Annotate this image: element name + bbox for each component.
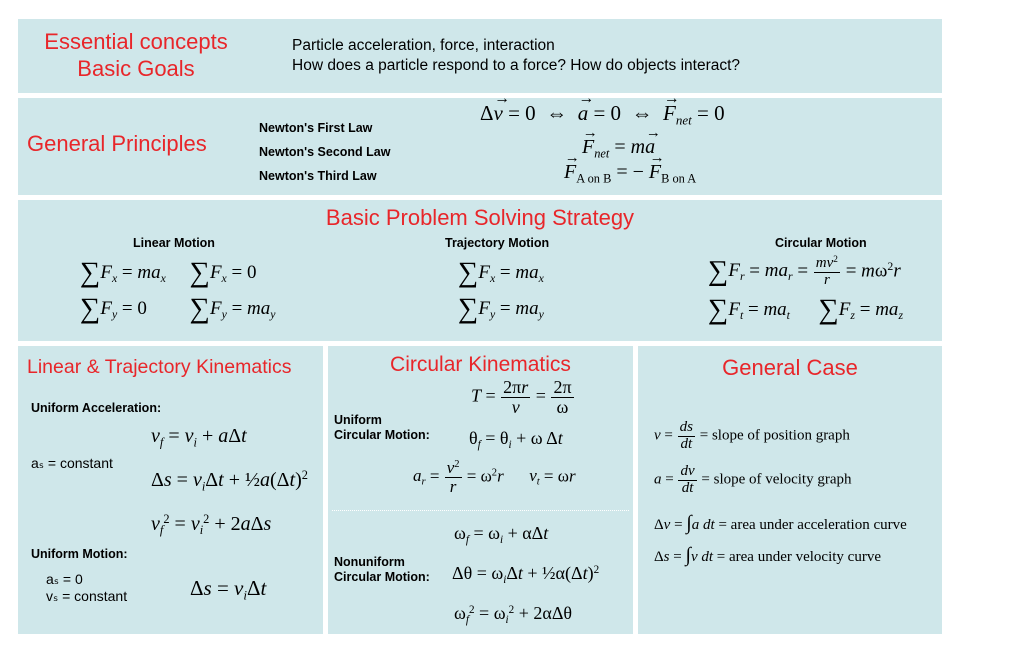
nonuniform-circular-equations: $\omega_f = \omega_i + \alpha\Delta t$ $\Delta\theta = \omega_i\Delta t$ + $\frac{1}{2}\alpha(\Delta t)^2$ $\omega_f^2 = \omega_i^2 + 2\alpha\Delta\theta$ bbox=[452, 523, 600, 626]
trajectory-motion-equations: $\sum F_x = ma_x$ $\sum F_y = ma_y$ bbox=[458, 257, 544, 325]
trajectory-motion-heading: Trajectory Motion bbox=[445, 236, 550, 250]
vs-constant-label: vₛ = constant bbox=[46, 588, 128, 604]
general-case-title: General Case bbox=[722, 355, 858, 380]
nonuniform-circular-label bbox=[334, 555, 430, 585]
uniform-motion-label: Uniform Motion: bbox=[31, 547, 128, 561]
uniform-circular-line2: Circular Motion: bbox=[334, 428, 430, 442]
essential-title bbox=[18, 28, 254, 82]
newton-laws-list bbox=[259, 116, 390, 188]
circular-motion-equations: $\sum F_r = ma_r$ = $\frac{mv^2}{r}$ = $m\omega^2r$ $\sum F_t = ma_t$ $\sum F_z = ma_z$ bbox=[708, 254, 904, 325]
area-accel-text: = area under acceleration curve bbox=[718, 517, 907, 533]
circular-kinematics-title: Circular Kinematics bbox=[390, 353, 571, 376]
linear-motion-heading: Linear Motion bbox=[133, 236, 215, 250]
linear-kinematics-panel bbox=[18, 346, 323, 634]
uniform-acceleration-equations: $v_f = v_i + a\Delta t$ $\Delta s = v_i\Delta t$ + $\frac{1}{2}a(\Delta t)^2$ $v_f^2 = v_i^2 + 2a\Delta s$ bbox=[151, 425, 308, 538]
area-velocity-text: = area under velocity curve bbox=[716, 549, 881, 565]
acceleration-derivative-row: a = $\frac{dv}{dt}$ = slope of velocity graph bbox=[654, 463, 852, 496]
nonuniform-circular-line2: Circular Motion: bbox=[334, 570, 430, 584]
principles-title: General Principles bbox=[27, 131, 207, 156]
strategy-title: Basic Problem Solving Strategy bbox=[325, 205, 635, 230]
uniform-motion-equation: $\Delta s = v_i\Delta t$ bbox=[190, 576, 267, 603]
essential-description bbox=[292, 36, 740, 76]
circular-motion-heading: Circular Motion bbox=[775, 236, 867, 250]
third-law-equation: → $F_{A on B}$ = − → $F_{B on A}$ bbox=[564, 161, 696, 186]
strategy-panel bbox=[18, 200, 942, 341]
essential-line2: How does a particle respond to a force? How do objects interact? bbox=[292, 57, 741, 74]
first-law-equation: Δ→ v = 0 ⇔ → a = 0 ⇔ → $F_{net} = 0$ bbox=[480, 101, 725, 129]
nonuniform-circular-line1: Nonuniform bbox=[334, 555, 405, 569]
slope-position-text: = slope of position graph bbox=[699, 427, 850, 444]
newton-second-law: Newton's Second Law bbox=[259, 145, 391, 159]
second-law-equation: → $F_{net} = m\to a$ bbox=[582, 136, 655, 161]
velocity-derivative-row: v = $\frac{ds}{dt}$ = slope of position graph bbox=[654, 419, 850, 452]
linear-motion-equations: $\sum F_x = ma_x$ $\sum F_x = 0$ $\sum F_y = 0$ $\sum F_y = ma_y$ bbox=[80, 257, 276, 325]
essential-concepts-panel bbox=[18, 19, 942, 93]
essential-line1: Particle acceleration, force, interaction bbox=[292, 37, 555, 54]
position-integral-row: Δs = ∫v dt = area under velocity curve bbox=[654, 544, 881, 566]
section-divider bbox=[332, 510, 629, 511]
velocity-integral-row: Δv = ∫a dt = area under acceleration curve bbox=[654, 512, 907, 534]
linear-kinematics-title: Linear & Trajectory Kinematics bbox=[27, 356, 292, 378]
uniform-circular-line1: Uniform bbox=[334, 413, 382, 427]
general-case-panel bbox=[638, 346, 942, 634]
period-equation: T = $\frac{2\pi r}{v}$ = $\frac{2\pi}{\omega}$ bbox=[471, 377, 572, 417]
as-zero-label: aₛ = 0 bbox=[46, 571, 83, 587]
uniform-motion-conditions bbox=[46, 571, 127, 605]
newton-first-law: Newton's First Law bbox=[259, 121, 373, 135]
uniform-circular-label bbox=[334, 413, 430, 443]
radial-acceleration-equation: $a_r$ = $\frac{v^2}{r}$ = $\omega^2r$ $v_t = \omega r$ bbox=[413, 458, 576, 496]
newton-third-law: Newton's Third Law bbox=[259, 169, 377, 183]
uniform-acceleration-label: Uniform Acceleration: bbox=[31, 401, 162, 415]
circular-kinematics-panel bbox=[328, 346, 633, 634]
essential-title-line2: Basic Goals bbox=[77, 56, 195, 81]
as-constant-label: aₛ = constant bbox=[31, 455, 113, 471]
slope-velocity-text: = slope of velocity graph bbox=[701, 471, 852, 488]
angular-position-equation: $\theta_f = \theta_i + \omega$ Δt bbox=[469, 428, 563, 451]
general-principles-panel bbox=[18, 98, 942, 195]
essential-title-line1: Essential concepts bbox=[44, 29, 228, 54]
